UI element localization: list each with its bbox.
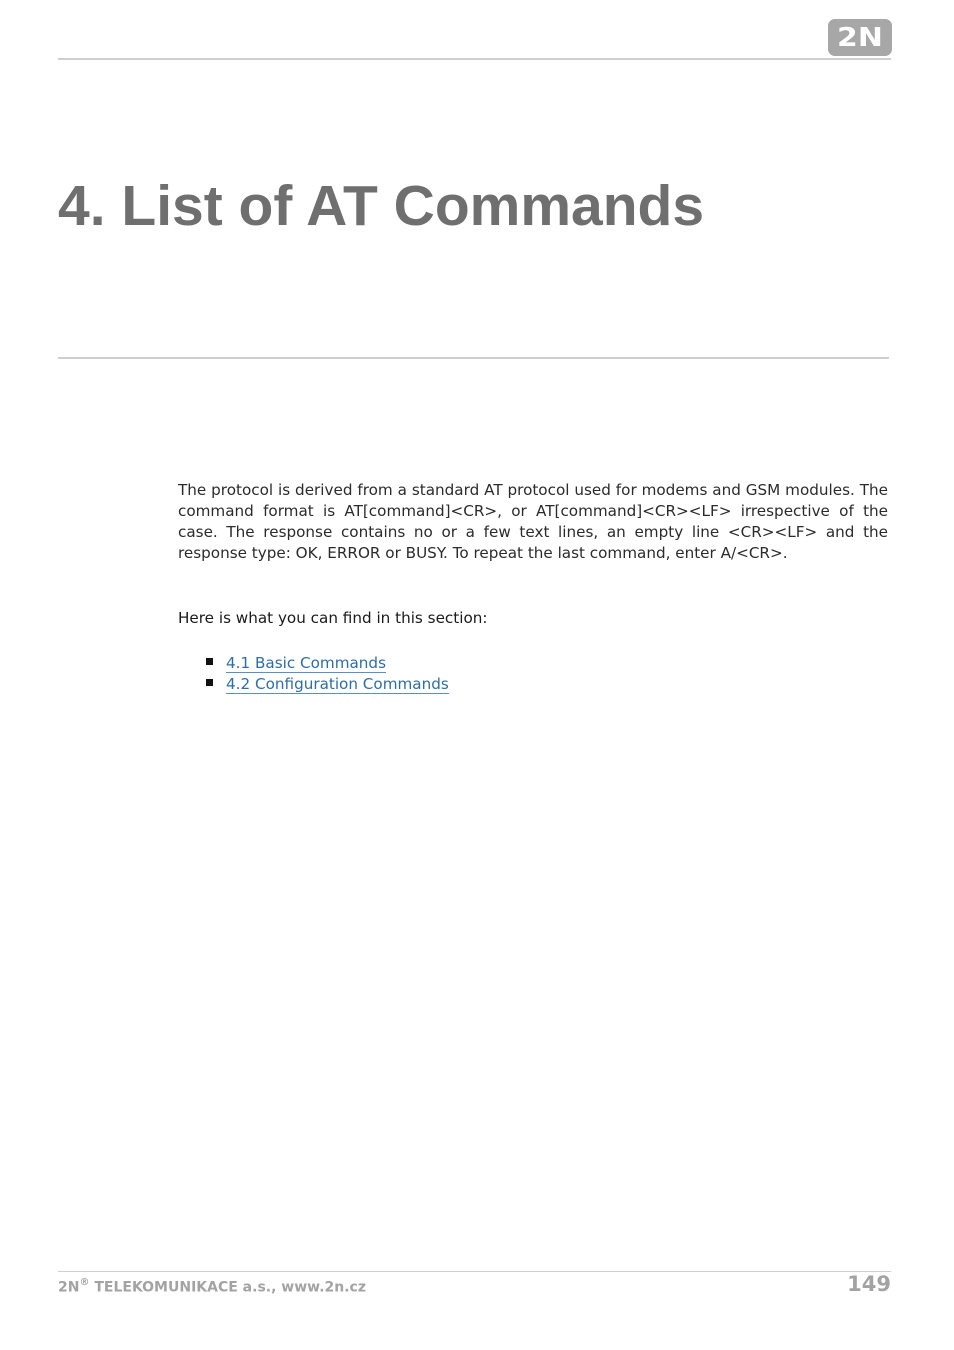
section-contents-list [206,653,449,695]
intro-paragraph: The protocol is derived from a standard AT protocol used for modems and GSM modules. The command format is AT[command]<CR>, or AT[command]<CR><LF> irrespective of the case. The response contains no or a few text lines, an empty line <CR><LF> and the response type: OK, ERROR or BUSY. To repeat the last command, enter A/<CR>. [178,481,888,562]
square-bullet-icon [206,658,213,665]
header-divider [58,58,891,60]
registered-mark: ® [79,1277,90,1288]
footer-brand: 2N [58,1279,80,1296]
link-basic-commands[interactable]: 4.1 Basic Commands [226,654,386,672]
footer-company-text: TELEKOMUNIKACE a.s., www.2n.cz [89,1279,366,1296]
brand-logo [828,19,892,56]
list-item [206,674,449,695]
page-number: 149 [847,1272,891,1296]
square-bullet-icon [206,679,213,686]
section-lead-text: Here is what you can find in this section: [178,609,488,627]
footer-divider [58,1271,891,1272]
logo-text: 2N [837,22,883,53]
chapter-title: 4. List of AT Commands [58,174,705,238]
link-configuration-commands[interactable]: 4.2 Configuration Commands [226,675,449,693]
list-item [206,653,449,674]
footer-company [58,1278,366,1296]
title-divider [58,357,889,359]
